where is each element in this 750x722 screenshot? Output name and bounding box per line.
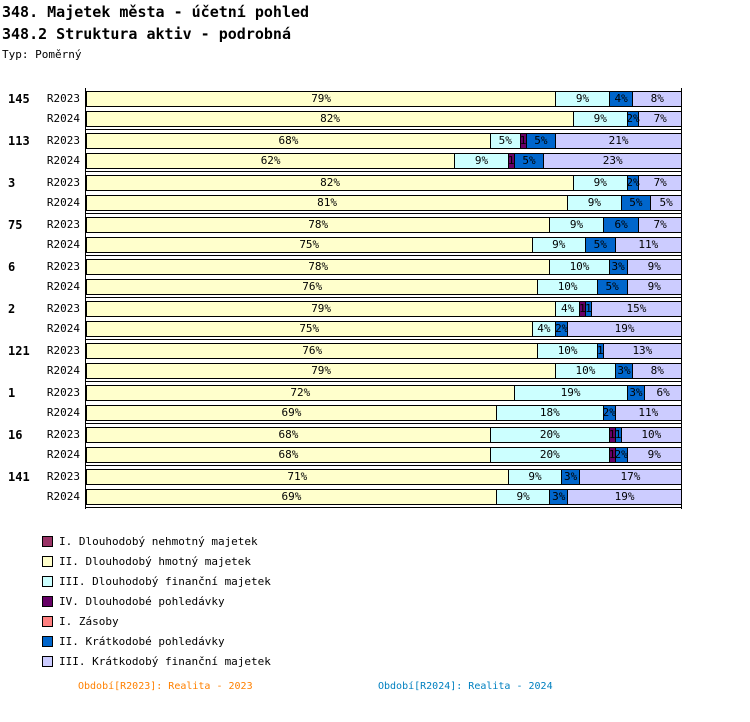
bar-segment bbox=[574, 112, 627, 126]
legend-label: II. Dlouhodobý hmotný majetek bbox=[59, 554, 252, 568]
stacked-bar-6-R2023 bbox=[86, 259, 682, 275]
bar-segment bbox=[87, 176, 574, 190]
segment-value-label: 5% bbox=[593, 238, 607, 251]
category-group-121 bbox=[86, 340, 682, 382]
series-row-label: R2023 bbox=[46, 260, 80, 273]
segment-value-label: 9% bbox=[647, 260, 661, 273]
stacked-bar-16-R2024 bbox=[86, 447, 682, 463]
segment-value-label: 20% bbox=[539, 448, 560, 461]
segment-value-label: 21% bbox=[608, 134, 629, 147]
segment-value-label: 9% bbox=[647, 448, 661, 461]
segment-value-label: 1 bbox=[608, 428, 616, 441]
segment-value-label: 1 bbox=[614, 428, 622, 441]
stacked-bar-121-R2023 bbox=[86, 343, 682, 359]
bar-segment bbox=[509, 470, 562, 484]
chart-subtitle: 348.2 Struktura aktiv - podrobná bbox=[2, 25, 291, 43]
group-id-label: 1 bbox=[8, 386, 16, 400]
segment-value-label: 9% bbox=[575, 92, 590, 105]
segment-value-label: 11% bbox=[638, 238, 659, 251]
bar-segment bbox=[515, 386, 628, 400]
bar-segment bbox=[645, 386, 681, 400]
segment-value-label: 6% bbox=[614, 218, 628, 231]
bar-segment bbox=[628, 176, 640, 190]
segment-value-label: 68% bbox=[278, 448, 299, 461]
legend-label: III. Dlouhodobý finanční majetek bbox=[59, 574, 271, 588]
segment-value-label: 1 bbox=[596, 344, 604, 357]
group-id-label: 2 bbox=[8, 302, 16, 316]
bar-segment bbox=[598, 280, 628, 294]
segment-value-label: 76% bbox=[302, 280, 323, 293]
bar-segment bbox=[568, 196, 621, 210]
series-row-label: R2023 bbox=[46, 470, 80, 483]
segment-value-label: 23% bbox=[602, 154, 623, 167]
segment-value-label: 9% bbox=[474, 154, 489, 167]
stacked-bar-1-R2023 bbox=[86, 385, 682, 401]
segment-value-label: 7% bbox=[653, 112, 667, 125]
segment-value-label: 62% bbox=[260, 154, 281, 167]
bar-segment bbox=[87, 134, 491, 148]
segment-value-label: 1 bbox=[519, 134, 527, 147]
segment-value-label: 2% bbox=[602, 406, 616, 419]
bar-segment bbox=[592, 302, 681, 316]
bar-segment bbox=[639, 218, 681, 232]
segment-value-label: 1 bbox=[579, 302, 586, 315]
stacked-bar-6-R2024 bbox=[86, 279, 682, 295]
bar-segment bbox=[580, 470, 681, 484]
segment-value-label: 79% bbox=[311, 364, 332, 377]
stacked-bar-2-R2023 bbox=[86, 301, 682, 317]
legend-item bbox=[42, 531, 271, 551]
series-row-label: R2023 bbox=[46, 302, 80, 315]
bar-segment bbox=[87, 406, 497, 420]
series-row-label: R2024 bbox=[46, 364, 80, 377]
segment-value-label: 9% bbox=[569, 218, 584, 231]
series-row-label: R2024 bbox=[46, 154, 80, 167]
segment-value-label: 19% bbox=[614, 490, 635, 503]
segment-value-label: 6% bbox=[656, 386, 670, 399]
bar-segment bbox=[550, 218, 603, 232]
bar-segment bbox=[87, 238, 533, 252]
segment-value-label: 5% bbox=[605, 280, 619, 293]
series-row-label: R2024 bbox=[46, 280, 80, 293]
chart-type-label: Typ: Poměrný bbox=[2, 48, 82, 61]
stacked-bar-121-R2024 bbox=[86, 363, 682, 379]
group-id-label: 145 bbox=[8, 92, 30, 106]
segment-value-label: 4% bbox=[537, 322, 551, 335]
bar-segment bbox=[586, 302, 592, 316]
category-group-75 bbox=[86, 214, 682, 256]
segment-value-label: 5% bbox=[659, 196, 673, 209]
legend-swatch bbox=[42, 616, 53, 627]
segment-value-label: 5% bbox=[522, 154, 536, 167]
stacked-bar-3-R2023 bbox=[86, 175, 682, 191]
group-id-label: 113 bbox=[8, 134, 30, 148]
segment-value-label: 9% bbox=[587, 196, 601, 209]
stacked-bar-113-R2024 bbox=[86, 153, 682, 169]
legend-swatch bbox=[42, 576, 53, 587]
series-row-label: R2024 bbox=[46, 238, 80, 251]
legend-item bbox=[42, 651, 271, 671]
footer-period-r2024: Období[R2024]: Realita - 2024 bbox=[378, 681, 553, 692]
segment-value-label: 3% bbox=[563, 470, 578, 483]
segment-value-label: 79% bbox=[311, 92, 332, 105]
bar-segment bbox=[527, 134, 557, 148]
segment-value-label: 4% bbox=[614, 92, 628, 105]
segment-value-label: 9% bbox=[528, 470, 542, 483]
segment-value-label: 5% bbox=[629, 196, 643, 209]
bar-segment bbox=[491, 134, 521, 148]
bar-segment bbox=[628, 260, 681, 274]
legend-swatch bbox=[42, 636, 53, 647]
bar-segment bbox=[568, 490, 681, 504]
group-id-label: 3 bbox=[8, 176, 16, 190]
series-row-label: R2023 bbox=[46, 386, 80, 399]
category-group-113 bbox=[86, 130, 682, 172]
segment-value-label: 20% bbox=[539, 428, 560, 441]
bar-segment bbox=[87, 92, 556, 106]
segment-value-label: 2% bbox=[555, 322, 569, 335]
segment-value-label: 9% bbox=[552, 238, 566, 251]
legend-label: II. Krátkodobé pohledávky bbox=[59, 634, 225, 648]
bar-segment bbox=[616, 406, 681, 420]
chart-legend bbox=[42, 531, 271, 671]
bar-segment bbox=[455, 154, 508, 168]
stacked-bar-145-R2024 bbox=[86, 111, 682, 127]
segment-value-label: 4% bbox=[561, 302, 575, 315]
segment-value-label: 3% bbox=[629, 386, 643, 399]
bar-segment bbox=[521, 134, 527, 148]
segment-value-label: 8% bbox=[650, 364, 664, 377]
segment-value-label: 68% bbox=[278, 428, 299, 441]
stacked-bar-113-R2023 bbox=[86, 133, 682, 149]
segment-value-label: 3% bbox=[552, 490, 566, 503]
bar-segment bbox=[556, 364, 615, 378]
segment-value-label: 17% bbox=[620, 470, 641, 483]
segment-value-label: 68% bbox=[278, 134, 299, 147]
bar-segment bbox=[616, 428, 622, 442]
bar-segment bbox=[509, 154, 515, 168]
bar-segment bbox=[556, 134, 681, 148]
bar-segment bbox=[491, 428, 610, 442]
series-row-label: R2024 bbox=[46, 490, 80, 503]
category-group-1 bbox=[86, 382, 682, 424]
segment-value-label: 5% bbox=[498, 134, 512, 147]
segment-value-label: 82% bbox=[320, 112, 340, 125]
bar-segment bbox=[87, 344, 538, 358]
bar-segment bbox=[533, 322, 557, 336]
bar-segment bbox=[87, 428, 491, 442]
bar-segment bbox=[87, 218, 550, 232]
bar-segment bbox=[87, 490, 497, 504]
stacked-bar-3-R2024 bbox=[86, 195, 682, 211]
category-group-6 bbox=[86, 256, 682, 298]
segment-value-label: 2% bbox=[614, 448, 628, 461]
category-group-141 bbox=[86, 466, 682, 508]
bar-segment bbox=[538, 344, 597, 358]
bar-segment bbox=[633, 364, 681, 378]
legend-swatch bbox=[42, 596, 53, 607]
group-id-label: 6 bbox=[8, 260, 16, 274]
bar-segment bbox=[628, 112, 640, 126]
bar-segment bbox=[610, 260, 628, 274]
segment-value-label: 75% bbox=[299, 322, 320, 335]
stacked-bar-2-R2024 bbox=[86, 321, 682, 337]
series-row-label: R2024 bbox=[46, 406, 80, 419]
group-id-label: 121 bbox=[8, 344, 30, 358]
series-row-label: R2023 bbox=[46, 134, 80, 147]
stacked-bar-1-R2024 bbox=[86, 405, 682, 421]
segment-value-label: 72% bbox=[290, 386, 311, 399]
legend-item bbox=[42, 591, 271, 611]
legend-label: IV. Dlouhodobé pohledávky bbox=[59, 594, 225, 608]
segment-value-label: 18% bbox=[539, 406, 560, 419]
legend-item bbox=[42, 571, 271, 591]
segment-value-label: 9% bbox=[647, 280, 661, 293]
bar-segment bbox=[87, 260, 550, 274]
series-row-label: R2024 bbox=[46, 112, 80, 125]
bar-segment bbox=[616, 364, 634, 378]
segment-value-label: 10% bbox=[575, 364, 596, 377]
segment-value-label: 1 bbox=[507, 154, 515, 167]
category-group-145 bbox=[86, 88, 682, 130]
bar-segment bbox=[556, 92, 609, 106]
bar-segment bbox=[598, 344, 604, 358]
bar-segment bbox=[533, 238, 586, 252]
bar-segment bbox=[87, 448, 491, 462]
legend-item bbox=[42, 611, 271, 631]
segment-value-label: 7% bbox=[653, 218, 667, 231]
segment-value-label: 82% bbox=[320, 176, 340, 189]
bar-segment bbox=[628, 386, 646, 400]
segment-value-label: 19% bbox=[614, 322, 635, 335]
bar-segment bbox=[610, 92, 634, 106]
bar-segment bbox=[574, 176, 627, 190]
bar-segment bbox=[628, 280, 681, 294]
stacked-bar-141-R2024 bbox=[86, 489, 682, 505]
bar-segment bbox=[639, 112, 681, 126]
bar-segment bbox=[87, 112, 574, 126]
bar-segment bbox=[562, 470, 580, 484]
series-row-label: R2023 bbox=[46, 92, 80, 105]
series-row-label: R2024 bbox=[46, 448, 80, 461]
bar-segment bbox=[538, 280, 597, 294]
segment-value-label: 7% bbox=[653, 176, 667, 189]
segment-value-label: 10% bbox=[569, 260, 590, 273]
category-group-16 bbox=[86, 424, 682, 466]
page-title: 348. Majetek města - účetní pohled bbox=[2, 3, 310, 21]
segment-value-label: 13% bbox=[632, 344, 653, 357]
bar-segment bbox=[622, 196, 652, 210]
segment-value-label: 76% bbox=[302, 344, 323, 357]
bar-segment bbox=[491, 448, 610, 462]
bar-segment bbox=[550, 490, 568, 504]
stacked-bar-75-R2024 bbox=[86, 237, 682, 253]
bar-segment bbox=[497, 406, 604, 420]
series-row-label: R2023 bbox=[46, 218, 80, 231]
category-group-2 bbox=[86, 298, 682, 340]
segment-value-label: 1 bbox=[585, 302, 592, 315]
stacked-bar-145-R2023 bbox=[86, 91, 682, 107]
series-row-label: R2023 bbox=[46, 176, 80, 189]
bar-segment bbox=[87, 196, 568, 210]
segment-value-label: 9% bbox=[593, 176, 607, 189]
bar-segment bbox=[604, 344, 681, 358]
segment-value-label: 79% bbox=[311, 302, 332, 315]
bar-segment bbox=[616, 448, 628, 462]
segment-value-label: 11% bbox=[638, 406, 659, 419]
bar-segment bbox=[622, 428, 681, 442]
bar-segment bbox=[87, 386, 515, 400]
segment-value-label: 75% bbox=[299, 238, 320, 251]
segment-value-label: 3% bbox=[617, 364, 631, 377]
bar-segment bbox=[586, 238, 616, 252]
segment-value-label: 19% bbox=[560, 386, 581, 399]
bar-segment bbox=[544, 154, 681, 168]
legend-swatch bbox=[42, 656, 53, 667]
legend-label: III. Krátkodobý finanční majetek bbox=[59, 654, 271, 668]
segment-value-label: 78% bbox=[308, 260, 329, 273]
segment-value-label: 10% bbox=[557, 280, 578, 293]
legend-item bbox=[42, 551, 271, 571]
stacked-bar-16-R2023 bbox=[86, 427, 682, 443]
segment-value-label: 71% bbox=[287, 470, 308, 483]
segment-value-label: 15% bbox=[626, 302, 647, 315]
bar-segment bbox=[651, 196, 681, 210]
bar-segment bbox=[556, 302, 580, 316]
legend-item bbox=[42, 631, 271, 651]
group-id-label: 75 bbox=[8, 218, 23, 232]
segment-value-label: 2% bbox=[626, 112, 640, 125]
segment-value-label: 5% bbox=[534, 134, 548, 147]
segment-value-label: 10% bbox=[557, 344, 578, 357]
segment-value-label: 9% bbox=[516, 490, 530, 503]
legend-label: I. Dlouhodobý nehmotný majetek bbox=[59, 534, 258, 548]
bar-segment bbox=[550, 260, 609, 274]
bar-segment bbox=[639, 176, 681, 190]
bar-segment bbox=[556, 322, 568, 336]
bar-segment bbox=[497, 490, 550, 504]
bar-segment bbox=[604, 218, 640, 232]
bar-segment bbox=[87, 280, 538, 294]
bar-segment bbox=[604, 406, 616, 420]
series-row-label: R2024 bbox=[46, 196, 80, 209]
stacked-bar-141-R2023 bbox=[86, 469, 682, 485]
segment-value-label: 69% bbox=[281, 490, 302, 503]
bar-segment bbox=[87, 322, 533, 336]
stacked-bar-75-R2023 bbox=[86, 217, 682, 233]
category-group-3 bbox=[86, 172, 682, 214]
segment-value-label: 3% bbox=[611, 260, 625, 273]
group-id-label: 16 bbox=[8, 428, 23, 442]
segment-value-label: 8% bbox=[650, 92, 664, 105]
footer-period-r2023: Období[R2023]: Realita - 2023 bbox=[78, 681, 253, 692]
segment-value-label: 2% bbox=[626, 176, 640, 189]
bar-segment bbox=[633, 92, 681, 106]
segment-value-label: 69% bbox=[281, 406, 302, 419]
bar-segment bbox=[87, 470, 509, 484]
bar-segment bbox=[616, 238, 681, 252]
bar-segment bbox=[568, 322, 681, 336]
segment-value-label: 1 bbox=[608, 448, 616, 461]
segment-value-label: 9% bbox=[593, 112, 607, 125]
legend-swatch bbox=[42, 536, 53, 547]
legend-label: I. Zásoby bbox=[59, 614, 119, 628]
series-row-label: R2023 bbox=[46, 428, 80, 441]
bar-segment bbox=[87, 302, 556, 316]
series-row-label: R2023 bbox=[46, 344, 80, 357]
segment-value-label: 81% bbox=[317, 196, 337, 209]
segment-value-label: 78% bbox=[308, 218, 329, 231]
series-row-label: R2024 bbox=[46, 322, 80, 335]
bar-segment bbox=[628, 448, 681, 462]
bar-segment bbox=[515, 154, 545, 168]
segment-value-label: 10% bbox=[641, 428, 662, 441]
legend-swatch bbox=[42, 556, 53, 567]
group-id-label: 141 bbox=[8, 470, 30, 484]
bar-segment bbox=[87, 154, 455, 168]
bar-segment bbox=[87, 364, 556, 378]
